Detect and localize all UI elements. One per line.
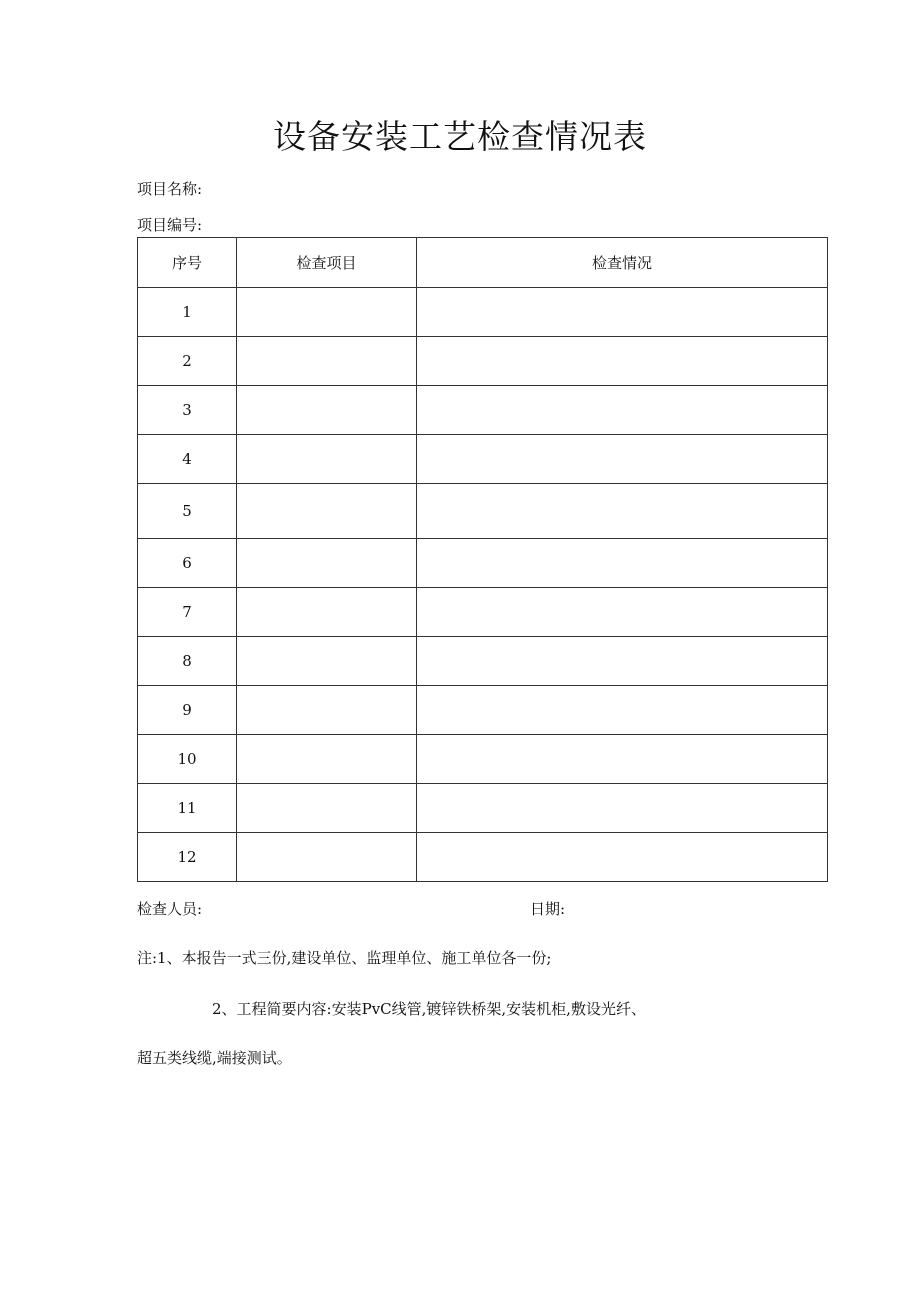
table-row bbox=[138, 435, 828, 484]
header-inspection-status: 检查情况 bbox=[417, 238, 828, 288]
table-header-row bbox=[138, 238, 828, 288]
row-status-cell[interactable] bbox=[417, 735, 828, 784]
row-status-cell[interactable] bbox=[417, 784, 828, 833]
note-line-2: 2、工程简要内容:安装PvC线管,镀锌铁桥架,安装机柜,敷设光纤、 bbox=[212, 1000, 646, 1018]
project-name-label: 项目名称: bbox=[137, 180, 203, 198]
row-status-cell[interactable] bbox=[417, 637, 828, 686]
table-row bbox=[138, 386, 828, 435]
row-number: 8 bbox=[138, 637, 237, 686]
row-item-cell[interactable] bbox=[237, 784, 417, 833]
row-number: 4 bbox=[138, 435, 237, 484]
row-status-cell[interactable] bbox=[417, 686, 828, 735]
row-number: 6 bbox=[138, 539, 237, 588]
table-row bbox=[138, 539, 828, 588]
row-item-cell[interactable] bbox=[237, 484, 417, 539]
row-number: 11 bbox=[138, 784, 237, 833]
table-row bbox=[138, 484, 828, 539]
row-status-cell[interactable] bbox=[417, 288, 828, 337]
row-number: 5 bbox=[138, 484, 237, 539]
table-row bbox=[138, 637, 828, 686]
row-item-cell[interactable] bbox=[237, 288, 417, 337]
row-number: 7 bbox=[138, 588, 237, 637]
date-label: 日期: bbox=[530, 900, 566, 918]
header-inspection-item: 检查项目 bbox=[237, 238, 417, 288]
table-row bbox=[138, 784, 828, 833]
header-serial-number: 序号 bbox=[138, 238, 237, 288]
row-number: 1 bbox=[138, 288, 237, 337]
table-row bbox=[138, 833, 828, 882]
row-status-cell[interactable] bbox=[417, 833, 828, 882]
row-number: 10 bbox=[138, 735, 237, 784]
row-item-cell[interactable] bbox=[237, 539, 417, 588]
project-code-label: 项目编号: bbox=[137, 216, 203, 234]
row-item-cell[interactable] bbox=[237, 686, 417, 735]
table-row bbox=[138, 686, 828, 735]
row-item-cell[interactable] bbox=[237, 735, 417, 784]
table-row bbox=[138, 337, 828, 386]
row-number: 9 bbox=[138, 686, 237, 735]
row-status-cell[interactable] bbox=[417, 588, 828, 637]
note-line-3: 超五类线缆,端接测试。 bbox=[137, 1049, 292, 1067]
row-item-cell[interactable] bbox=[237, 386, 417, 435]
row-item-cell[interactable] bbox=[237, 588, 417, 637]
row-status-cell[interactable] bbox=[417, 435, 828, 484]
row-number: 12 bbox=[138, 833, 237, 882]
inspector-label: 检查人员: bbox=[137, 900, 203, 918]
note-line-1: 注:1、本报告一式三份,建设单位、监理单位、施工单位各一份; bbox=[137, 949, 552, 967]
table-row bbox=[138, 288, 828, 337]
table-row bbox=[138, 735, 828, 784]
row-item-cell[interactable] bbox=[237, 833, 417, 882]
row-status-cell[interactable] bbox=[417, 337, 828, 386]
table-row bbox=[138, 588, 828, 637]
row-item-cell[interactable] bbox=[237, 637, 417, 686]
inspection-table bbox=[137, 237, 828, 882]
row-number: 3 bbox=[138, 386, 237, 435]
row-status-cell[interactable] bbox=[417, 484, 828, 539]
row-status-cell[interactable] bbox=[417, 386, 828, 435]
row-number: 2 bbox=[138, 337, 237, 386]
document-title: 设备安装工艺检查情况表 bbox=[273, 117, 647, 156]
row-item-cell[interactable] bbox=[237, 337, 417, 386]
row-item-cell[interactable] bbox=[237, 435, 417, 484]
row-status-cell[interactable] bbox=[417, 539, 828, 588]
